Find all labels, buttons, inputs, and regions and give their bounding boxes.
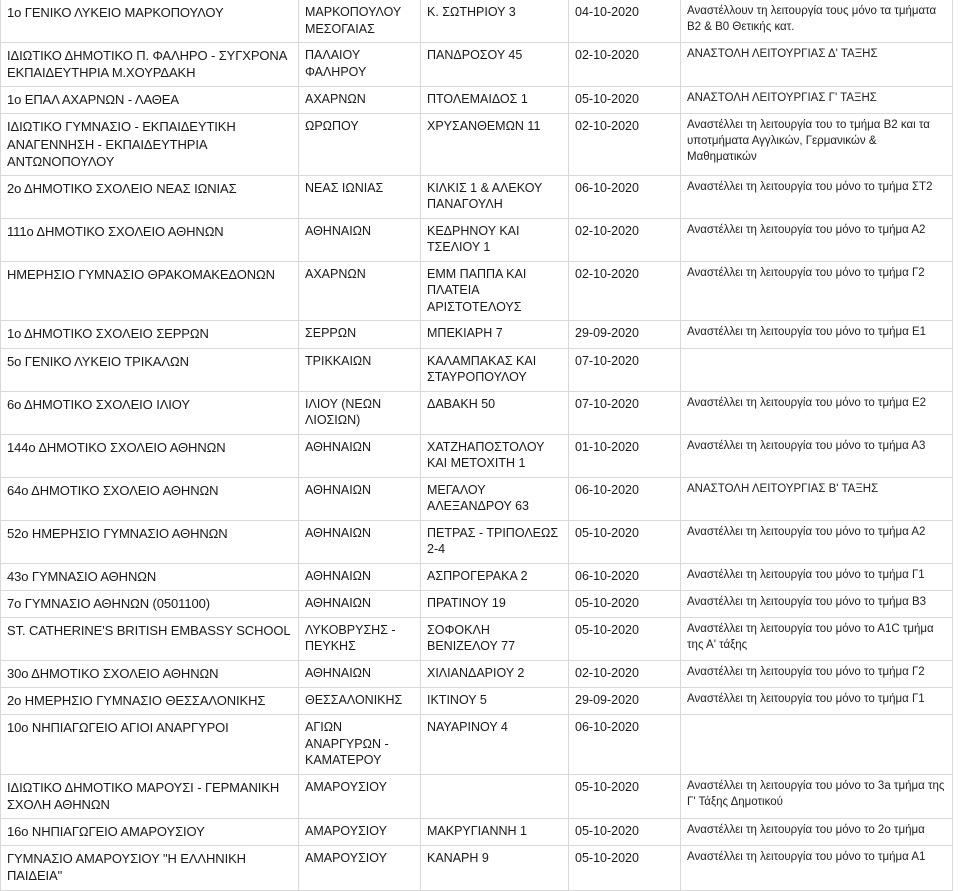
table-row <box>1 175 953 218</box>
table-row <box>1 520 953 563</box>
cell-note: Αναστέλλει τη λειτουργία του μόνο το 3a τμήμα της Γ' Τάξης Δημοτικού <box>681 774 953 818</box>
table-row <box>1 774 953 818</box>
table-row <box>1 87 953 114</box>
cell-municipality: ΑΘΗΝΑΙΩΝ <box>299 520 421 563</box>
cell-note <box>681 715 953 775</box>
cell-municipality: ΤΡΙΚΚΑΙΩΝ <box>299 348 421 391</box>
cell-note: ΑΝΑΣΤΟΛΗ ΛΕΙΤΟΥΡΓΙΑΣ Δ' ΤΑΞΗΣ <box>681 43 953 87</box>
table-row <box>1 846 953 890</box>
cell-school-name: 16ο ΝΗΠΙΑΓΩΓΕΙΟ ΑΜΑΡΟΥΣΙΟΥ <box>1 819 299 846</box>
cell-municipality: ΑΘΗΝΑΙΩΝ <box>299 590 421 617</box>
cell-school-name: 30ο ΔΗΜΟΤΙΚΟ ΣΧΟΛΕΙΟ ΑΘΗΝΩΝ <box>1 660 299 687</box>
table-row <box>1 43 953 87</box>
table-row <box>1 617 953 660</box>
table-row <box>1 715 953 775</box>
cell-school-name: ΙΔΙΩΤΙΚΟ ΔΗΜΟΤΙΚΟ ΜΑΡΟΥΣΙ - ΓΕΡΜΑΝΙΚΗ ΣΧΟΛΗ ΑΘΗΝΩΝ <box>1 774 299 818</box>
cell-school-name: ΙΔΙΩΤΙΚΟ ΓΥΜΝΑΣΙΟ - ΕΚΠΑΙΔΕΥΤΙΚΗ ΑΝΑΓΕΝΝΗΣΗ - ΕΚΠΑΙΔΕΥΤΗΡΙΑ ΑΝΤΩΝΟΠΟΥΛΟΥ <box>1 114 299 175</box>
cell-school-name: 52ο ΗΜΕΡΗΣΙΟ ΓΥΜΝΑΣΙΟ ΑΘΗΝΩΝ <box>1 520 299 563</box>
cell-address: ΠΡΑΤΙΝΟΥ 19 <box>421 590 569 617</box>
cell-school-name: ΙΔΙΩΤΙΚΟ ΔΗΜΟΤΙΚΟ Π. ΦΑΛΗΡΟ - ΣΥΓΧΡΟΝΑ ΕΚΠΑΙΔΕΥΤΗΡΙΑ Μ.ΧΟΥΡΔΑΚΗ <box>1 43 299 87</box>
cell-address: ΝΑΥΑΡΙΝΟΥ 4 <box>421 715 569 775</box>
table-row <box>1 114 953 175</box>
cell-date: 05-10-2020 <box>569 774 681 818</box>
cell-note <box>681 348 953 391</box>
cell-date: 06-10-2020 <box>569 477 681 520</box>
cell-note: Αναστέλλει τη λειτουργία του μόνο το 2ο τμήμα <box>681 819 953 846</box>
cell-date: 04-10-2020 <box>569 0 681 43</box>
cell-municipality: ΩΡΩΠΟΥ <box>299 114 421 175</box>
cell-date: 02-10-2020 <box>569 660 681 687</box>
cell-address: ΜΠΕΚΙΑΡΗ 7 <box>421 321 569 348</box>
cell-address: Κ. ΣΩΤΗΡΙΟΥ 3 <box>421 0 569 43</box>
cell-note: Αναστέλλει τη λειτουργία του μόνο το τμήμα Β3 <box>681 590 953 617</box>
cell-school-name: 2ο ΗΜΕΡΗΣΙΟ ΓΥΜΝΑΣΙΟ ΘΕΣΣΑΛΟΝΙΚΗΣ <box>1 688 299 715</box>
cell-date: 02-10-2020 <box>569 43 681 87</box>
table-row <box>1 321 953 348</box>
cell-note: Αναστέλλει τη λειτουργία του το τμήμα Β2 και τα υποτμήματα Αγγλικών, Γερμανικών & Μαθηματικών <box>681 114 953 175</box>
cell-address: ΑΣΠΡΟΓΕΡΑΚΑ 2 <box>421 563 569 590</box>
cell-note: Αναστέλλει τη λειτουργία του μόνο το τμήμα Α2 <box>681 218 953 261</box>
cell-address: ΔΑΒΑΚΗ 50 <box>421 391 569 434</box>
cell-school-name: 5ο ΓΕΝΙΚΟ ΛΥΚΕΙΟ ΤΡΙΚΑΛΩΝ <box>1 348 299 391</box>
cell-municipality: ΛΥΚΟΒΡΥΣΗΣ - ΠΕΥΚΗΣ <box>299 617 421 660</box>
cell-address: ΚΕΔΡΗΝΟΥ ΚΑΙ ΤΣΕΛΙΟΥ 1 <box>421 218 569 261</box>
cell-date: 05-10-2020 <box>569 590 681 617</box>
cell-address: ΚΙΛΚΙΣ 1 & ΑΛΕΚΟΥ ΠΑΝΑΓΟΥΛΗ <box>421 175 569 218</box>
cell-municipality: ΑΧΑΡΝΩΝ <box>299 261 421 321</box>
cell-date: 29-09-2020 <box>569 688 681 715</box>
cell-address: ΧΙΛΙΑΝΔΑΡΙΟΥ 2 <box>421 660 569 687</box>
cell-municipality: ΝΕΑΣ ΙΩΝΙΑΣ <box>299 175 421 218</box>
cell-note: Αναστέλλει τη λειτουργία του μόνο το τμήμα Α3 <box>681 434 953 477</box>
table-row <box>1 660 953 687</box>
cell-school-name: 7ο ΓΥΜΝΑΣΙΟ ΑΘΗΝΩΝ (0501100) <box>1 590 299 617</box>
cell-date: 29-09-2020 <box>569 321 681 348</box>
cell-note: Αναστέλλει τη λειτουργία του μόνο το τμήμα Ε1 <box>681 321 953 348</box>
cell-municipality: ΑΜΑΡΟΥΣΙΟΥ <box>299 846 421 890</box>
cell-date: 06-10-2020 <box>569 175 681 218</box>
cell-address: ΚΑΝΑΡΗ 9 <box>421 846 569 890</box>
cell-address: ΠΑΝΔΡΟΣΟΥ 45 <box>421 43 569 87</box>
cell-date: 06-10-2020 <box>569 715 681 775</box>
cell-municipality: ΠΑΛΑΙΟΥ ΦΑΛΗΡΟΥ <box>299 43 421 87</box>
cell-municipality: ΑΘΗΝΑΙΩΝ <box>299 434 421 477</box>
cell-date: 05-10-2020 <box>569 87 681 114</box>
cell-municipality: ΑΜΑΡΟΥΣΙΟΥ <box>299 774 421 818</box>
table-row <box>1 563 953 590</box>
cell-address: ΠΤΟΛΕΜΑΙΔΟΣ 1 <box>421 87 569 114</box>
cell-school-name: ΗΜΕΡΗΣΙΟ ΓΥΜΝΑΣΙΟ ΘΡΑΚΟΜΑΚΕΔΟΝΩΝ <box>1 261 299 321</box>
cell-address: ΜΕΓΑΛΟΥ ΑΛΕΞΑΝΔΡΟΥ 63 <box>421 477 569 520</box>
cell-date: 01-10-2020 <box>569 434 681 477</box>
cell-address: ΧΡΥΣΑΝΘΕΜΩΝ 11 <box>421 114 569 175</box>
cell-school-name: 6ο ΔΗΜΟΤΙΚΟ ΣΧΟΛΕΙΟ ΙΛΙΟΥ <box>1 391 299 434</box>
cell-municipality: ΑΘΗΝΑΙΩΝ <box>299 660 421 687</box>
cell-note: ΑΝΑΣΤΟΛΗ ΛΕΙΤΟΥΡΓΙΑΣ Γ' ΤΑΞΗΣ <box>681 87 953 114</box>
cell-school-name: 10ο ΝΗΠΙΑΓΩΓΕΙΟ ΑΓΙΟΙ ΑΝΑΡΓΥΡΟΙ <box>1 715 299 775</box>
cell-date: 05-10-2020 <box>569 819 681 846</box>
cell-note: Αναστέλλει τη λειτουργία του μόνο το τμήμα Γ1 <box>681 563 953 590</box>
cell-date: 02-10-2020 <box>569 114 681 175</box>
table-row <box>1 348 953 391</box>
cell-date: 07-10-2020 <box>569 391 681 434</box>
cell-municipality: ΑΓΙΩΝ ΑΝΑΡΓΥΡΩΝ - ΚΑΜΑΤΕΡΟΥ <box>299 715 421 775</box>
table-row <box>1 434 953 477</box>
cell-address: ΧΑΤΖΗΑΠΟΣΤΟΛΟΥ ΚΑΙ ΜΕΤΟΧΙΤΗ 1 <box>421 434 569 477</box>
cell-note: Αναστέλλει τη λειτουργία του μόνο το τμήμα Γ2 <box>681 261 953 321</box>
cell-date: 07-10-2020 <box>569 348 681 391</box>
cell-note: ΑΝΑΣΤΟΛΗ ΛΕΙΤΟΥΡΓΙΑΣ Β' ΤΑΞΗΣ <box>681 477 953 520</box>
cell-address: ΣΟΦΟΚΛΗ ΒΕΝΙΖΕΛΟΥ 77 <box>421 617 569 660</box>
cell-municipality: ΑΘΗΝΑΙΩΝ <box>299 477 421 520</box>
cell-note: Αναστέλλει τη λειτουργία του μόνο το τμήμα Ε2 <box>681 391 953 434</box>
cell-municipality: ΑΘΗΝΑΙΩΝ <box>299 563 421 590</box>
table-row <box>1 0 953 43</box>
cell-note: Αναστέλλει τη λειτουργία του μόνο το Α1C τμήμα της Α' τάξης <box>681 617 953 660</box>
cell-school-name: ΓΥΜΝΑΣΙΟ ΑΜΑΡΟΥΣΙΟΥ "Η ΕΛΛΗΝΙΚΗ ΠΑΙΔΕΙΑ" <box>1 846 299 890</box>
cell-address: ΠΕΤΡΑΣ - ΤΡΙΠΟΛΕΩΣ 2-4 <box>421 520 569 563</box>
cell-school-name: 111ο ΔΗΜΟΤΙΚΟ ΣΧΟΛΕΙΟ ΑΘΗΝΩΝ <box>1 218 299 261</box>
cell-note: Αναστέλλει τη λειτουργία του μόνο το τμήμα Α2 <box>681 520 953 563</box>
table-row <box>1 218 953 261</box>
table-row <box>1 261 953 321</box>
table-body <box>1 0 953 890</box>
cell-municipality: ΑΧΑΡΝΩΝ <box>299 87 421 114</box>
cell-municipality: ΘΕΣΣΑΛΟΝΙΚΗΣ <box>299 688 421 715</box>
cell-school-name: 2ο ΔΗΜΟΤΙΚΟ ΣΧΟΛΕΙΟ ΝΕΑΣ ΙΩΝΙΑΣ <box>1 175 299 218</box>
cell-date: 05-10-2020 <box>569 846 681 890</box>
cell-note: Αναστέλλει τη λειτουργία του μόνο το τμήμα Α1 <box>681 846 953 890</box>
table-row <box>1 590 953 617</box>
cell-municipality: ΑΜΑΡΟΥΣΙΟΥ <box>299 819 421 846</box>
cell-school-name: 1ο ΕΠΑΛ ΑΧΑΡΝΩΝ - ΛΑΘΕΑ <box>1 87 299 114</box>
table-row <box>1 391 953 434</box>
table-row <box>1 819 953 846</box>
cell-municipality: ΜΑΡΚΟΠΟΥΛΟΥ ΜΕΣΟΓΑΙΑΣ <box>299 0 421 43</box>
cell-note: Αναστέλλει τη λειτουργία του μόνο το τμήμα ΣΤ2 <box>681 175 953 218</box>
cell-address <box>421 774 569 818</box>
cell-note: Αναστέλλουν τη λειτουργία τους μόνο τα τμήματα Β2 & Β0 Θετικής κατ. <box>681 0 953 43</box>
cell-school-name: 43ο ΓΥΜΝΑΣΙΟ ΑΘΗΝΩΝ <box>1 563 299 590</box>
cell-address: ΜΑΚΡΥΓΙΑΝΝΗ 1 <box>421 819 569 846</box>
cell-school-name: 1ο ΓΕΝΙΚΟ ΛΥΚΕΙΟ ΜΑΡΚΟΠΟΥΛΟΥ <box>1 0 299 43</box>
cell-school-name: 144ο ΔΗΜΟΤΙΚΟ ΣΧΟΛΕΙΟ ΑΘΗΝΩΝ <box>1 434 299 477</box>
cell-address: ΚΑΛΑΜΠΑΚΑΣ ΚΑΙ ΣΤΑΥΡΟΠΟΥΛΟΥ <box>421 348 569 391</box>
cell-note: Αναστέλλει τη λειτουργία του μόνο το τμήμα Γ1 <box>681 688 953 715</box>
cell-date: 02-10-2020 <box>569 218 681 261</box>
cell-note: Αναστέλλει τη λειτουργία του μόνο το τμήμα Γ2 <box>681 660 953 687</box>
cell-school-name: 64ο ΔΗΜΟΤΙΚΟ ΣΧΟΛΕΙΟ ΑΘΗΝΩΝ <box>1 477 299 520</box>
cell-date: 05-10-2020 <box>569 617 681 660</box>
cell-municipality: ΙΛΙΟΥ (ΝΕΩΝ ΛΙΟΣΙΩΝ) <box>299 391 421 434</box>
cell-school-name: 1ο ΔΗΜΟΤΙΚΟ ΣΧΟΛΕΙΟ ΣΕΡΡΩΝ <box>1 321 299 348</box>
table-row <box>1 477 953 520</box>
cell-municipality: ΑΘΗΝΑΙΩΝ <box>299 218 421 261</box>
cell-date: 02-10-2020 <box>569 261 681 321</box>
cell-address: ΕΜΜ ΠΑΠΠΑ ΚΑΙ ΠΛΑΤΕΙΑ ΑΡΙΣΤΟΤΕΛΟΥΣ <box>421 261 569 321</box>
cell-municipality: ΣΕΡΡΩΝ <box>299 321 421 348</box>
table-row <box>1 688 953 715</box>
cell-date: 06-10-2020 <box>569 563 681 590</box>
cell-address: ΙΚΤΙΝΟΥ 5 <box>421 688 569 715</box>
cell-school-name: ST. CATHERINE'S BRITISH EMBASSY SCHOOL <box>1 617 299 660</box>
cell-date: 05-10-2020 <box>569 520 681 563</box>
